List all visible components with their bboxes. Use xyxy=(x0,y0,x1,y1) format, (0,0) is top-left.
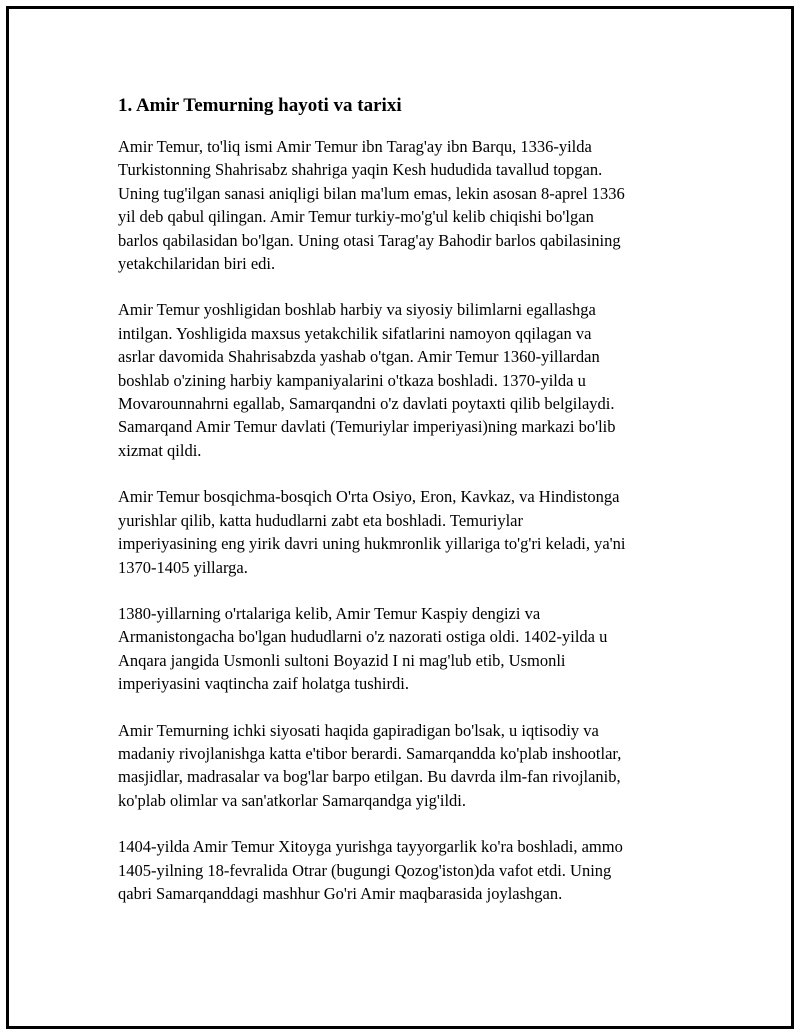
paragraph-line: Armanistongacha bo'lgan hududlarni o'z nazorati ostiga oldi. 1402-yilda u xyxy=(118,627,608,647)
paragraph-line: imperiyasining eng yirik davri uning hukmronlik yillariga to'g'ri keladi, ya'ni xyxy=(118,534,626,554)
paragraph-line: Amir Temur, to'liq ismi Amir Temur ibn Tarag'ay ibn Barqu, 1336-yilda xyxy=(118,137,592,156)
paragraph-line: yil deb qabul qilingan. Amir Temur turkiy-mo'g'ul kelib chiqishi bo'lgan xyxy=(118,207,594,227)
paragraph-line: imperiyasini vaqtincha zaif holatga tushirdi. xyxy=(118,674,409,694)
paragraph-line: Amir Temurning ichki siyosati haqida gapiradigan bo'lsak, u iqtisodiy va xyxy=(118,720,599,740)
paragraph-line: yetakchilaridan biri edi. xyxy=(118,254,276,274)
paragraph-line: 1405-yilning 18-fevralida Otrar (bugungi Qozog'iston)da vafot etdi. Uning xyxy=(118,860,612,880)
paragraph-line: yurishlar qilib, katta hududlarni zabt eta boshladi. Temuriylar xyxy=(118,510,523,530)
paragraph-line: madaniy rivojlanishga katta e'tibor berardi. Samarqandda ko'plab inshootlar, xyxy=(118,743,622,763)
paragraph xyxy=(118,485,688,579)
paragraph-line: Movarounnahrni egallab, Samarqandni o'z davlati poytaxti qilib belgilaydi. xyxy=(118,394,615,414)
paragraph-line: asrlar davomida Shahrisabzda yashab o'tgan. Amir Temur 1360-yillardan xyxy=(118,347,600,367)
paragraph-line: 1370-1405 yillarga. xyxy=(118,557,248,577)
paragraph-line: ko'plab olimlar va san'atkorlar Samarqandga yig'ildi. xyxy=(118,790,466,810)
paragraph-line: masjidlar, madrasalar va bog'lar barpo etilgan. Bu davrda ilm-fan rivojlanib, xyxy=(118,767,621,787)
paragraph-line: Anqara jangida Usmonli sultoni Boyazid I ni mag'lub etib, Usmonli xyxy=(118,650,566,670)
document-title: 1. Amir Temurning hayoti va tarixi xyxy=(118,95,402,116)
paragraph-line: Amir Temur yoshligidan boshlab harbiy va siyosiy bilimlarni egallashga xyxy=(118,300,596,320)
paragraph xyxy=(118,298,688,462)
document-body xyxy=(118,94,688,928)
paragraph-line: intilgan. Yoshligida maxsus yetakchilik sifatlarini namoyon qqilagan va xyxy=(118,323,592,343)
paragraph-line: Uning tug'ilgan sanasi aniqligi bilan ma'lum emas, lekin asosan 8-aprel 1336 xyxy=(118,183,625,203)
paragraph-line: qabri Samarqanddagi mashhur Go'ri Amir maqbarasida joylashgan. xyxy=(118,883,563,903)
paragraph xyxy=(118,602,688,696)
paragraph-line: Samarqand Amir Temur davlati (Temuriylar imperiyasi)ning markazi bo'lib xyxy=(118,417,616,437)
paragraph-line: 1404-yilda Amir Temur Xitoyga yurishga tayyorgarlik ko'ra boshladi, ammo xyxy=(118,837,623,857)
paragraph xyxy=(118,135,688,275)
paragraph-line: Turkistonning Shahrisabz shahriga yaqin Kesh hududida tavallud topgan. xyxy=(118,160,603,180)
paragraph-line: xizmat qildi. xyxy=(118,440,202,460)
paragraph-list xyxy=(118,135,688,905)
paragraph xyxy=(118,719,688,813)
paragraph-line: 1380-yillarning o'rtalariga kelib, Amir Temur Kaspiy dengizi va xyxy=(118,603,541,623)
paragraph-line: Amir Temur bosqichma-bosqich O'rta Osiyo, Eron, Kavkaz, va Hindistonga xyxy=(118,487,620,507)
paragraph xyxy=(118,835,688,905)
paragraph-line: barlos qabilasidan bo'lgan. Uning otasi Tarag'ay Bahodir barlos qabilasining xyxy=(118,230,621,250)
paragraph-line: boshlab o'zining harbiy kampaniyalarini o'tkaza boshladi. 1370-yilda u xyxy=(118,370,586,390)
